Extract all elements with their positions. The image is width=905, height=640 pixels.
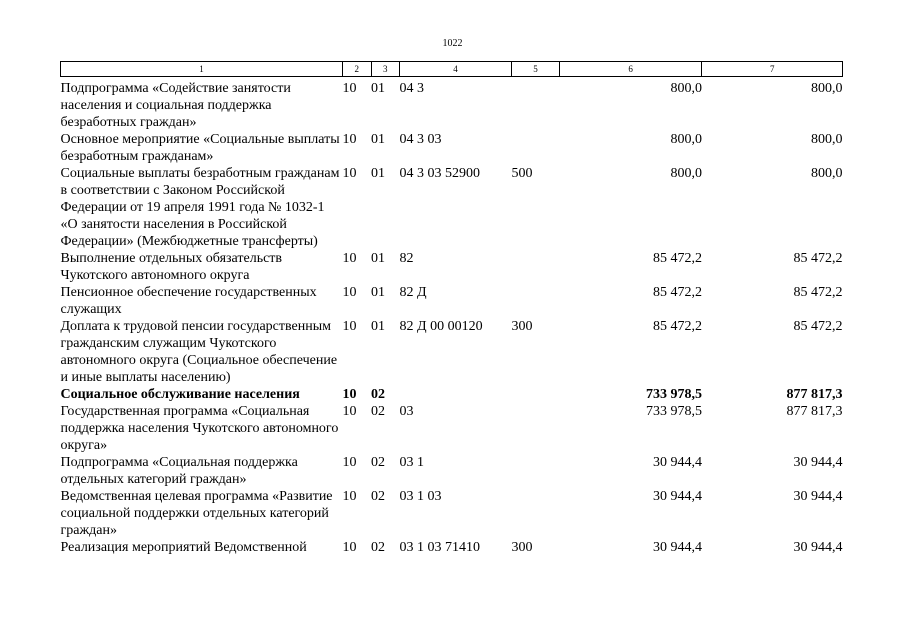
budget-table bbox=[60, 61, 843, 556]
row-expense-type-cell bbox=[512, 284, 560, 318]
header-col-2: 2 bbox=[343, 62, 372, 77]
row-target-code-cell: 04 3 03 bbox=[399, 132, 442, 147]
row-amount-1-cell: 85 472,2 bbox=[652, 285, 702, 300]
row-target-code-cell: 04 3 03 52900 bbox=[399, 166, 481, 181]
row-subsection-cell: 02 bbox=[371, 540, 386, 555]
header-col-5: 5 bbox=[512, 62, 560, 77]
table-row bbox=[61, 386, 843, 403]
row-name-cell: Подпрограмма «Содействие занятости населения и социальная поддержка безработных граждан» bbox=[60, 81, 291, 130]
row-section-cell: 10 bbox=[342, 387, 357, 402]
row-name-cell: Социальные выплаты безработным гражданам в соответствии с Законом Российской Федерации от 19 апреля 1991 года № 1032-1 «О занятости населения в Российской Федерации» (Межбюджетные трансферты) bbox=[60, 166, 340, 249]
header-row bbox=[61, 62, 843, 77]
table-header bbox=[61, 62, 843, 77]
table-row bbox=[61, 318, 843, 386]
row-amount-2-cell: 30 944,4 bbox=[793, 540, 843, 555]
table-row bbox=[61, 284, 843, 318]
table-row bbox=[61, 403, 843, 454]
header-col-7: 7 bbox=[702, 62, 843, 77]
row-section-cell: 10 bbox=[342, 404, 357, 419]
row-section-cell: 10 bbox=[342, 132, 357, 147]
table-row bbox=[61, 250, 843, 284]
row-name-cell: Доплата к трудовой пенсии государственным гражданским служащим Чукотского автономного округа (Социальное обеспечение и иные выплаты населению) bbox=[60, 319, 338, 385]
row-amount-2-cell: 85 472,2 bbox=[793, 251, 843, 266]
page-number: 1022 bbox=[442, 38, 463, 49]
row-section-cell: 10 bbox=[342, 489, 357, 504]
row-amount-1-cell: 85 472,2 bbox=[652, 251, 702, 266]
header-col-3: 3 bbox=[371, 62, 400, 77]
row-subsection-cell: 01 bbox=[371, 319, 386, 334]
row-expense-type-cell: 300 bbox=[511, 540, 533, 555]
row-name-cell: Выполнение отдельных обязательств Чукотского автономного округа bbox=[60, 251, 283, 283]
row-amount-2-cell: 877 817,3 bbox=[786, 387, 843, 402]
row-target-code-cell bbox=[400, 386, 512, 403]
row-target-code-cell: 03 bbox=[399, 404, 414, 419]
row-amount-1-cell: 85 472,2 bbox=[652, 319, 702, 334]
row-subsection-cell: 02 bbox=[371, 404, 386, 419]
row-amount-1-cell: 30 944,4 bbox=[652, 540, 702, 555]
row-target-code-cell: 82 Д bbox=[399, 285, 427, 300]
table-row bbox=[61, 131, 843, 165]
row-target-code-cell: 04 3 bbox=[399, 81, 425, 96]
row-section-cell: 10 bbox=[342, 166, 357, 181]
row-name-cell: Государственная программа «Социальная поддержка населения Чукотского автономного округа» bbox=[60, 404, 339, 453]
header-col-6: 6 bbox=[559, 62, 702, 77]
row-subsection-cell: 02 bbox=[371, 489, 386, 504]
row-amount-2-cell: 800,0 bbox=[811, 132, 843, 147]
row-expense-type-cell bbox=[512, 77, 560, 132]
row-amount-1-cell: 800,0 bbox=[670, 81, 702, 96]
row-subsection-cell: 01 bbox=[371, 251, 386, 266]
row-expense-type-cell bbox=[512, 454, 560, 488]
row-name-cell: Пенсионное обеспечение государственных служащих bbox=[60, 285, 317, 317]
header-col-4: 4 bbox=[400, 62, 512, 77]
row-expense-type-cell bbox=[512, 250, 560, 284]
row-target-code-cell: 03 1 bbox=[399, 455, 425, 470]
row-name-cell: Ведомственная целевая программа «Развитие социальной поддержки отдельных категорий граждан» bbox=[60, 489, 333, 538]
row-subsection-cell: 01 bbox=[371, 132, 386, 147]
row-subsection-cell: 02 bbox=[371, 455, 386, 470]
row-expense-type-cell bbox=[512, 386, 560, 403]
row-amount-1-cell: 800,0 bbox=[670, 166, 702, 181]
row-name-cell: Подпрограмма «Социальная поддержка отдельных категорий граждан» bbox=[60, 455, 298, 487]
table-row bbox=[61, 454, 843, 488]
row-subsection-cell: 01 bbox=[371, 166, 386, 181]
row-amount-1-cell: 733 978,5 bbox=[645, 387, 702, 402]
row-section-cell: 10 bbox=[342, 285, 357, 300]
row-amount-2-cell: 877 817,3 bbox=[786, 404, 843, 419]
row-expense-type-cell: 500 bbox=[511, 166, 533, 181]
row-expense-type-cell bbox=[512, 488, 560, 539]
row-amount-2-cell: 85 472,2 bbox=[793, 285, 843, 300]
row-section-cell: 10 bbox=[342, 251, 357, 266]
row-amount-2-cell: 30 944,4 bbox=[793, 489, 843, 504]
table-row bbox=[61, 539, 843, 556]
table-row bbox=[61, 165, 843, 250]
table-body bbox=[61, 77, 843, 557]
table-row bbox=[61, 77, 843, 132]
header-col-1: 1 bbox=[61, 62, 343, 77]
row-target-code-cell: 03 1 03 bbox=[399, 489, 442, 504]
row-expense-type-cell: 300 bbox=[511, 319, 533, 334]
row-name-cell: Основное мероприятие «Социальные выплаты безработным гражданам» bbox=[60, 132, 340, 164]
table-row bbox=[61, 488, 843, 539]
row-section-cell: 10 bbox=[342, 319, 357, 334]
row-amount-1-cell: 800,0 bbox=[670, 132, 702, 147]
row-target-code-cell: 82 Д 00 00120 bbox=[399, 319, 483, 334]
row-amount-2-cell: 800,0 bbox=[811, 166, 843, 181]
row-amount-2-cell: 800,0 bbox=[811, 81, 843, 96]
row-name-cell: Реализация мероприятий Ведомственной bbox=[60, 540, 307, 555]
row-target-code-cell: 03 1 03 71410 bbox=[399, 540, 481, 555]
row-amount-2-cell: 30 944,4 bbox=[793, 455, 843, 470]
row-name-cell: Социальное обслуживание населения bbox=[60, 387, 300, 402]
row-expense-type-cell bbox=[512, 131, 560, 165]
row-section-cell: 10 bbox=[342, 455, 357, 470]
row-subsection-cell: 02 bbox=[371, 387, 386, 402]
row-expense-type-cell bbox=[512, 403, 560, 454]
row-subsection-cell: 01 bbox=[371, 81, 386, 96]
row-section-cell: 10 bbox=[342, 540, 357, 555]
row-section-cell: 10 bbox=[342, 81, 357, 96]
row-target-code-cell: 82 bbox=[399, 251, 414, 266]
row-amount-2-cell: 85 472,2 bbox=[793, 319, 843, 334]
row-amount-1-cell: 30 944,4 bbox=[652, 455, 702, 470]
row-subsection-cell: 01 bbox=[371, 285, 386, 300]
row-amount-1-cell: 30 944,4 bbox=[652, 489, 702, 504]
row-amount-1-cell: 733 978,5 bbox=[645, 404, 702, 419]
